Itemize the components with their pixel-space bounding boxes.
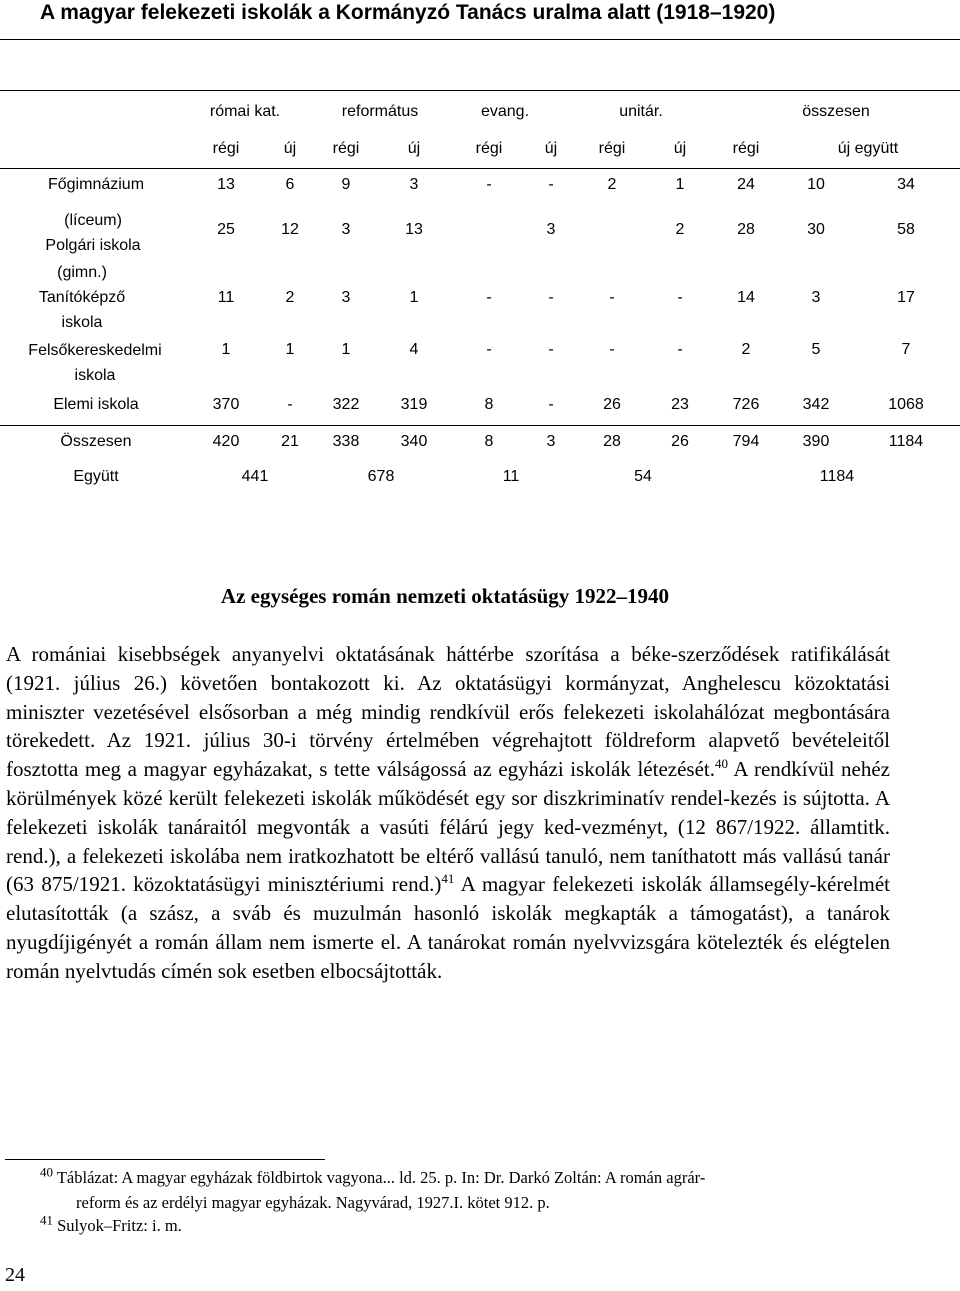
table-cell: 3: [341, 289, 351, 306]
row-label-line: (gimn.): [57, 264, 107, 281]
table-cell: 1: [341, 341, 351, 358]
col-header: új: [407, 140, 421, 157]
text-run: A magyar felekezeti iskolák államsegély-kérelmét elutasították (a szász, a sváb és muzulmán hasonló iskolák megkapták a támogatást), a tanárok nyugdíjigényét a román állam nem ismerte el. A tanárokat román nyelvvizsgára kötelezték és elégtelen román nyelvtudás címén sok esetben elbocsájtották.: [6, 872, 891, 983]
table-cell: 3: [409, 176, 419, 193]
table-cell: 794: [732, 433, 760, 450]
footnote-number: 40: [40, 1164, 53, 1180]
table-cell: 10: [807, 176, 825, 193]
table-cell: 1184: [888, 433, 924, 450]
page-header-title: A magyar felekezeti iskolák a Kormányzó Tanács uralma alatt (1918–1920): [40, 1, 776, 24]
table-cell: 12: [281, 221, 299, 238]
table-cell: 1068: [888, 396, 924, 413]
row-label-line: Felsőkereskedelmi: [28, 342, 162, 359]
col-header: régi: [212, 140, 240, 157]
table-cell: 30: [807, 221, 825, 238]
table-cell: 338: [332, 433, 360, 450]
text-run: A rendkívül nehéz körülmények közé került felekezeti iskolák működését egy sor diszkriminatív rendel-kezés is sújtotta. A felekezeti iskolák tanáraitól megvonták a vasúti félárú jegy ked-vezményt, (12 867/1922. államtitk. rend.), a felekezeti iskolába nem iratkozhatott be eltérő vallású tanuló, nem taníthatott más vallású tanár (63 875/1921. közoktatásügyi minisztériumi rend.): [6, 757, 890, 897]
page-number: 24: [5, 1264, 25, 1286]
table-cell: -: [609, 289, 615, 306]
col-header: régi: [475, 140, 503, 157]
table-cell: -: [609, 341, 615, 358]
table-cell: 1: [221, 341, 231, 358]
table-cell: 8: [484, 433, 494, 450]
table-cell: 13: [217, 176, 235, 193]
table-cell: 1: [409, 289, 419, 306]
table-cell: -: [548, 396, 554, 413]
table-cell: 6: [285, 176, 295, 193]
table-cell: 28: [603, 433, 621, 450]
table-total-rule: [0, 425, 960, 426]
col-group-reformed: református: [341, 103, 419, 120]
table-cell: 9: [341, 176, 351, 193]
table-cell: 8: [484, 396, 494, 413]
table-cell: 2: [607, 176, 617, 193]
footnote-40: [40, 1166, 705, 1190]
row-label-line: Tanítóképző: [38, 289, 126, 306]
table-cell: -: [486, 341, 492, 358]
table-cell: 13: [405, 221, 423, 238]
table-cell: 26: [671, 433, 689, 450]
row-label-line: Polgári iskola: [45, 237, 141, 254]
table-cell: 3: [546, 221, 556, 238]
col-header: új: [544, 140, 558, 157]
table-cell: 441: [241, 468, 269, 485]
table-cell: -: [486, 289, 492, 306]
footnote-rule: [5, 1159, 325, 1160]
col-header: új: [673, 140, 687, 157]
row-label-line: iskola: [61, 314, 103, 331]
footnote-ref[interactable]: 41: [441, 871, 455, 887]
table-cell: 370: [212, 396, 240, 413]
table-cell: -: [287, 396, 293, 413]
col-header: régi: [732, 140, 760, 157]
table-cell: 23: [671, 396, 689, 413]
col-header: új együtt: [837, 140, 899, 157]
row-label: [28, 338, 161, 388]
table-cell: 322: [332, 396, 360, 413]
table-cell: -: [548, 341, 554, 358]
table-cell: -: [677, 289, 683, 306]
col-group-unitarian: unitár.: [619, 103, 663, 120]
table-cell: 14: [737, 289, 755, 306]
table-cell: 342: [802, 396, 830, 413]
table-cell: 3: [341, 221, 351, 238]
footnote-number: 41: [40, 1212, 53, 1228]
table-top-rule: [0, 90, 960, 91]
together-row-label: Együtt: [73, 468, 119, 485]
col-group-lutheran: evang.: [480, 103, 530, 120]
table-cell: 54: [634, 468, 652, 485]
section-title: Az egységes román nemzeti oktatásügy 1922–1940: [220, 584, 670, 608]
table-cell: 678: [367, 468, 395, 485]
text-run: A romániai kisebbségek anyanyelvi oktatásának háttérbe szorítása a béke-szerződések ratifikálását (1921. július 26.) követően bontakozott ki. Az oktatásügyi kormányzat, Anghelescu közoktatási miniszter vezetésével elsősorban a még mindig rendkívül erős felekezeti iskolahálózat megbontására törekedett. Az 1921. július 30-i törvény értelmében végrehajtott földreform alapvető bevételeitől fosztotta meg a magyar egyházakat, s tette válságossá az egyházi iskolák létezését.: [6, 642, 890, 782]
table-cell: 21: [281, 433, 299, 450]
col-header: régi: [332, 140, 360, 157]
body-paragraph: [6, 640, 890, 986]
row-label-line: iskola: [74, 367, 116, 384]
table-cell: 420: [212, 433, 240, 450]
table-cell: 25: [217, 221, 235, 238]
table-cell: 24: [737, 176, 755, 193]
table-cell: 1: [675, 176, 685, 193]
table-cell: -: [548, 289, 554, 306]
row-label-line: (líceum): [64, 212, 122, 229]
table-cell: 2: [285, 289, 295, 306]
footnote-text: Sulyok–Fritz: i. m.: [57, 1216, 182, 1235]
table-cell: 26: [603, 396, 621, 413]
table-cell: 34: [897, 176, 915, 193]
table-cell: 4: [409, 341, 419, 358]
table-cell: 11: [217, 289, 235, 306]
table-cell: 17: [897, 289, 915, 306]
table-header-rule: [0, 168, 960, 169]
table-cell: 58: [897, 221, 915, 238]
table-cell: 2: [675, 221, 685, 238]
row-label: [39, 260, 125, 335]
footnote-text: Táblázat: A magyar egyházak földbirtok vagyona... ld. 25. p. In: Dr. Darkó Zoltán: A román agrár-: [56, 1168, 706, 1187]
table-cell: 5: [811, 341, 821, 358]
footnote-ref[interactable]: 40: [714, 756, 728, 772]
table-cell: 11: [502, 468, 520, 485]
table-cell: 2: [741, 341, 751, 358]
table-cell: 726: [732, 396, 760, 413]
row-label: Elemi iskola: [53, 396, 139, 413]
table-cell: 1184: [819, 468, 855, 485]
table-cell: 390: [802, 433, 830, 450]
row-label: [45, 208, 140, 258]
col-header: új: [283, 140, 297, 157]
table-cell: 319: [400, 396, 428, 413]
col-group-roman-catholic: római kat.: [209, 103, 281, 120]
total-row-label: Összesen: [60, 433, 132, 450]
footnote-40-cont: reform és az erdélyi magyar egyházak. Nagyvárad, 1927.I. kötet 912. p.: [76, 1193, 550, 1212]
table-cell: 28: [737, 221, 755, 238]
table-cell: 3: [811, 289, 821, 306]
table-cell: 3: [546, 433, 556, 450]
table-cell: 7: [901, 341, 911, 358]
col-header: régi: [598, 140, 626, 157]
table-cell: 1: [285, 341, 295, 358]
col-group-total: összesen: [802, 103, 870, 120]
row-label: Főgimnázium: [47, 176, 145, 193]
table-cell: -: [548, 176, 554, 193]
table-cell: 340: [400, 433, 428, 450]
table-cell: -: [677, 341, 683, 358]
table-cell: -: [486, 176, 492, 193]
footnote-41: [40, 1214, 182, 1238]
